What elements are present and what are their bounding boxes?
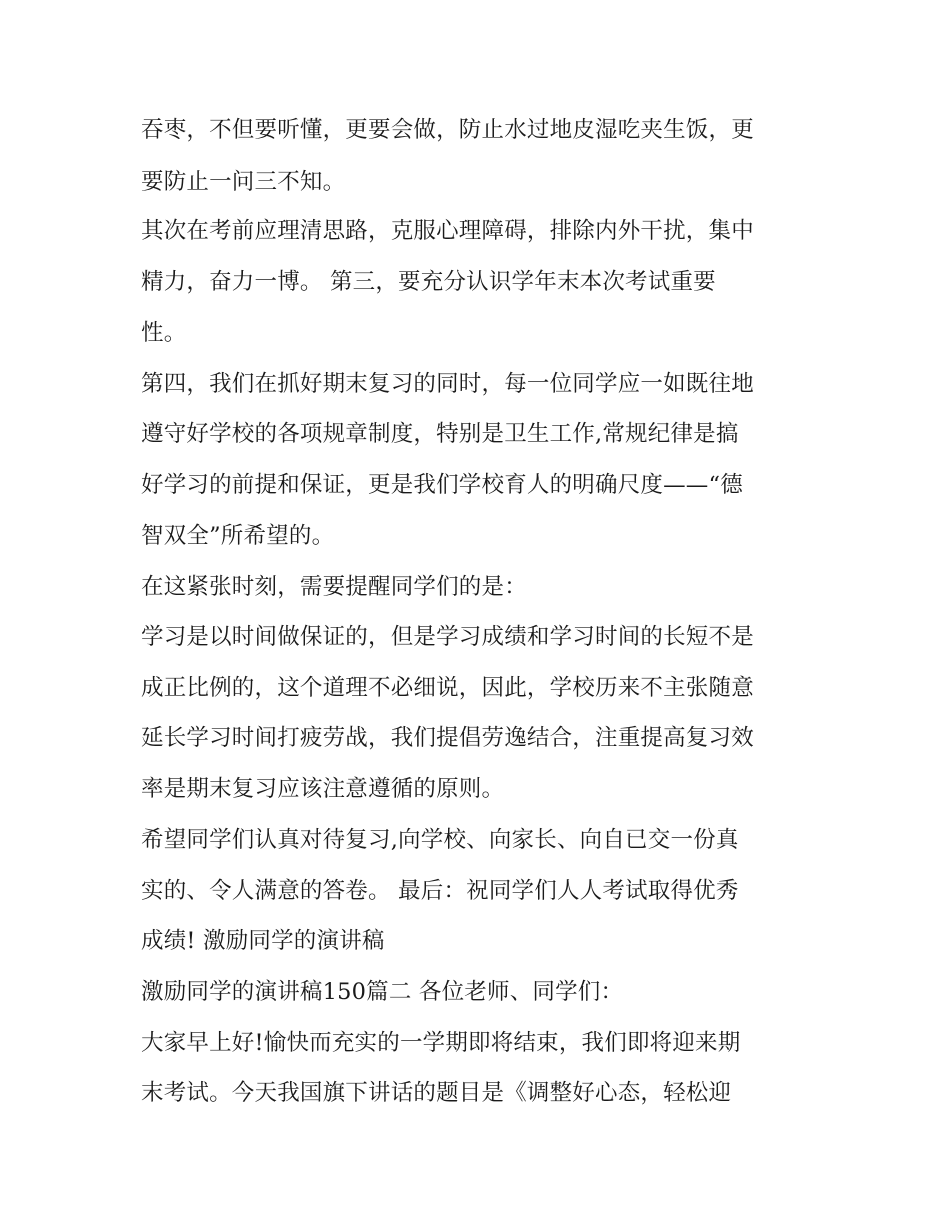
text-line: 好学习的前提和保证，更是我们学校育人的明确尺度——“德 (141, 472, 743, 498)
text-line: 延长学习时间打疲劳战，我们提倡劳逸结合，注重提高复习效 (141, 725, 754, 751)
text-line: 末考试。今天我国旗下讲话的题目是《调整好心态，轻松迎 (141, 1080, 732, 1106)
text-line: 实的、令人满意的答卷。 最后：祝同学们人人考试取得优秀 (141, 878, 739, 904)
text-line: 激励同学的演讲稿150篇二 各位老师、同学们： (141, 979, 624, 1005)
text-line: 率是期末复习应该注意遵循的原则。 (141, 776, 505, 802)
text-line: 性。 (141, 320, 187, 346)
text-line: 精力，奋力一博。 第三，要充分认识学年末本次考试重要 (141, 269, 716, 295)
text-line: 学习是以时间做保证的，但是学习成绩和学习时间的长短不是 (141, 624, 754, 650)
text-line: 大家早上好!愉快而充实的一学期即将结束，我们即将迎来期 (141, 1030, 741, 1056)
text-line: 成绩! 激励同学的演讲稿 (141, 928, 385, 954)
text-line: 第四，我们在抓好期末复习的同时，每一位同学应一如既往地 (141, 371, 754, 397)
text-line: 遵守好学校的各项规章制度，特别是卫生工作,常规纪律是搞 (141, 421, 739, 447)
text-line: 成正比例的，这个道理不必细说，因此，学校历来不主张随意 (141, 675, 754, 701)
text-line: 其次在考前应理清思路，克服心理障碍，排除内外干扰，集中 (141, 218, 754, 244)
text-line: 要防止一问三不知。 (141, 169, 346, 195)
text-line: 希望同学们认真对待复习,向学校、向家长、向自已交一份真 (141, 827, 739, 853)
text-line: 在这紧张时刻，需要提醒同学们的是： (141, 574, 527, 600)
text-line: 智双全”所希望的。 (141, 523, 335, 549)
text-line: 吞枣，不但要听懂，更要会做，防止水过地皮湿吃夹生饭，更 (141, 117, 754, 143)
